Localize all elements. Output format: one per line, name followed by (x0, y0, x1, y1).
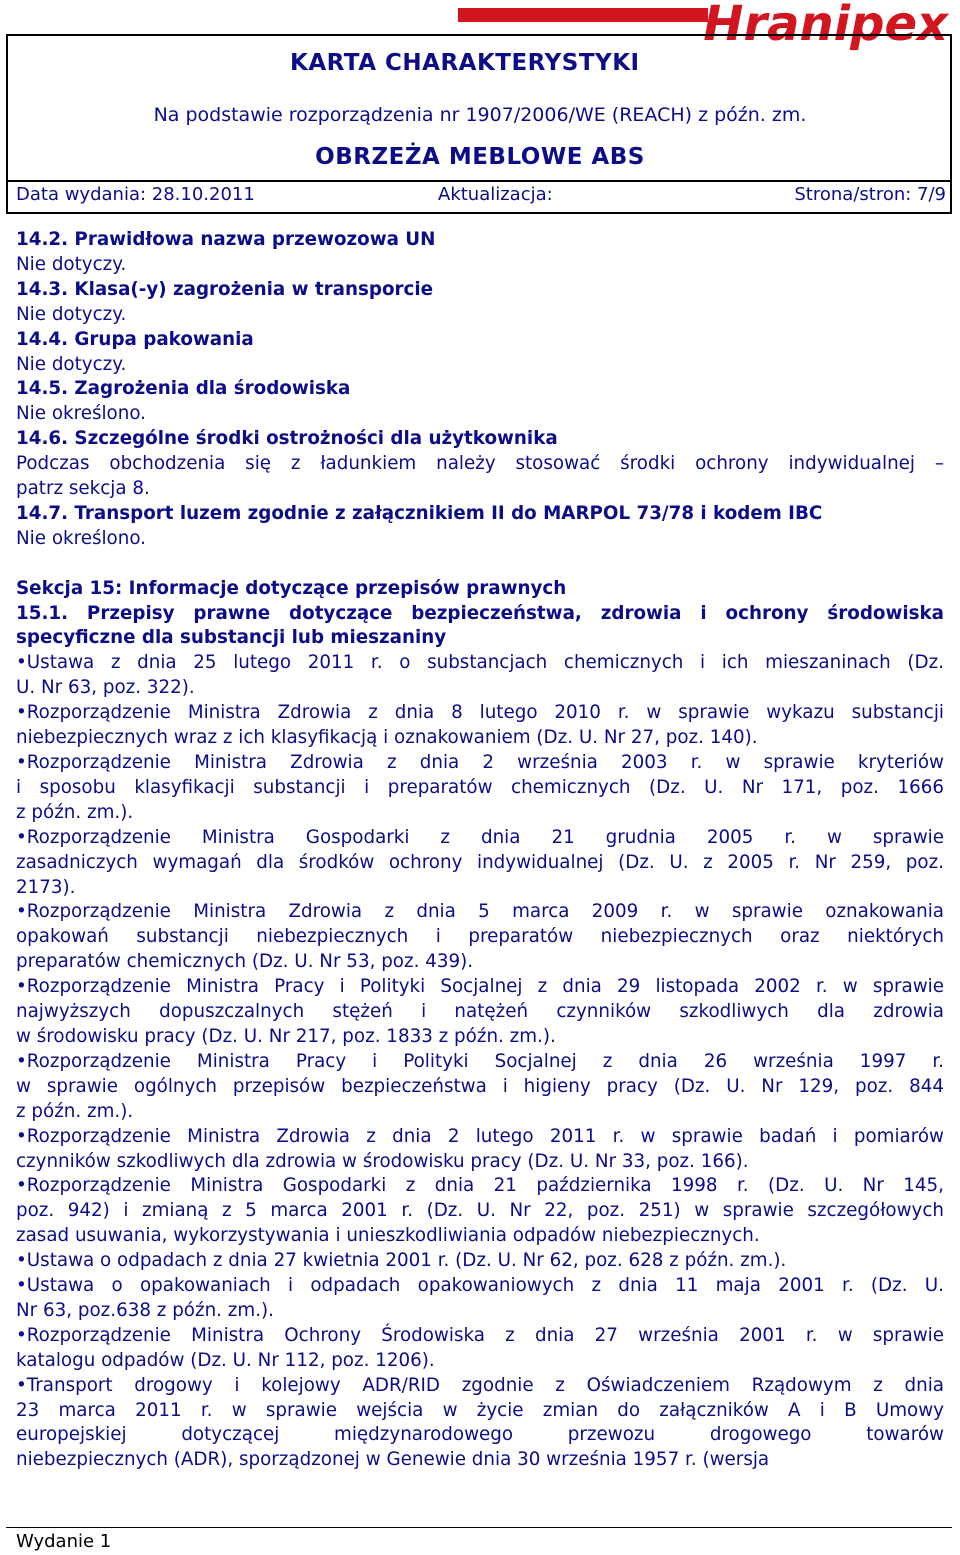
subsection-heading: specyficzne dla substancji lub mieszaniny (16, 627, 447, 649)
regulation-text: Rozporządzenie Ministra Pracy i Polityki Socjalnej z dnia 26 września 1997 r. (26, 1050, 944, 1072)
regulation-line (16, 1000, 944, 1025)
regulation-line (16, 751, 944, 776)
regulation-line (16, 1075, 944, 1100)
bullet-icon: • (16, 652, 27, 674)
section-text: patrz sekcja 8. (16, 478, 150, 500)
regulation-item (16, 1125, 944, 1175)
page-number: Strona/stron: 7/9 (794, 184, 946, 205)
regulation-text: Nr 63, poz.638 z późn. zm.). (16, 1299, 274, 1321)
regulation-text: z późn. zm.). (16, 1100, 134, 1122)
regulation-line (16, 1324, 944, 1349)
regulation-item (16, 826, 944, 901)
section-text: Nie określono. (16, 527, 146, 549)
regulation-line (16, 1299, 944, 1324)
regulation-line (16, 1050, 944, 1075)
section-text: Nie dotyczy. (16, 253, 127, 275)
regulation-line (16, 676, 944, 701)
section-heading: 14.5. Zagrożenia dla środowiska (16, 378, 351, 400)
regulation-text: niebezpiecznych wraz z ich klasyfikacją i oznakowaniem (Dz. U. Nr 27, poz. 140). (16, 727, 758, 749)
bullet-icon: • (16, 976, 27, 998)
regulation-text: Rozporządzenie Ministra Zdrowia z dnia 8 lutego 2010 r. w sprawie wykazu substancji (26, 702, 944, 724)
section-heading: 14.3. Klasa(-y) zagrożenia w transporcie (16, 278, 434, 300)
edition-label: Wydanie 1 (16, 1531, 112, 1552)
regulation-line (16, 1399, 944, 1424)
regulation-item (16, 975, 944, 1050)
section-heading: 14.2. Prawidłowa nazwa przewozowa UN (16, 229, 436, 250)
bullet-icon: • (16, 1050, 27, 1072)
regulation-line (16, 1150, 944, 1175)
regulation-line (16, 925, 944, 950)
regulation-line (16, 1423, 944, 1448)
update-label: Aktualizacja: (438, 184, 553, 205)
regulation-item (16, 1174, 944, 1249)
regulation-text: zasad usuwania, wykorzystywania i unieszkodliwiania odpadów niebezpiecznych. (16, 1225, 760, 1247)
regulation-line (16, 651, 944, 676)
regulation-text: 23 marca 2011 r. w sprawie wejścia w życie zmian do załączników A i B Umowy (16, 1399, 944, 1421)
regulation-line (16, 1224, 944, 1249)
logo-bar (458, 8, 708, 22)
regulation-text: Rozporządzenie Ministra Zdrowia z dnia 2 lutego 2011 r. w sprawie badań i pomiarów (26, 1125, 944, 1147)
regulation-text: Ustawa z dnia 25 lutego 2011 r. o substancjach chemicznych i ich mieszaninach (Dz. (26, 652, 944, 674)
bullet-icon: • (16, 702, 27, 724)
regulation-item (16, 900, 944, 975)
regulation-text: Rozporządzenie Ministra Gospodarki z dnia 21 października 1998 r. (Dz. U. Nr 145, (26, 1175, 944, 1197)
regulation-text: Rozporządzenie Ministra Zdrowia z dnia 5 marca 2009 r. w sprawie oznakowania (26, 901, 944, 923)
regulation-line (16, 1349, 944, 1374)
regulation-item (16, 751, 944, 826)
regulation-text: 2173). (16, 876, 76, 898)
regulation-line (16, 726, 944, 751)
regulation-line (16, 1199, 944, 1224)
regulation-line (16, 1249, 944, 1274)
regulation-item (16, 701, 944, 751)
regulation-text: w środowisku pracy (Dz. U. Nr 217, poz. 1833 z późn. zm.). (16, 1025, 556, 1047)
regulation-text: poz. 942) i zmianą z 5 marca 2001 r. (Dz. U. Nr 22, poz. 251) w sprawie szczegółowych (16, 1200, 944, 1222)
regulation-text: najwyższych dopuszczalnych stężeń i natężeń czynników szkodliwych dla zdrowia (16, 1001, 944, 1023)
regulation-line (16, 950, 944, 975)
regulation-item (16, 651, 944, 701)
regulation-line (16, 975, 944, 1000)
regulation-item (16, 1274, 944, 1324)
regulation-text: europejskiej dotyczącej międzynarodowego przewozu drogowego towarów (16, 1424, 944, 1446)
regulation-text: czynników szkodliwych dla zdrowia w środowisku pracy (Dz. U. Nr 33, poz. 166). (16, 1150, 749, 1172)
regulation-text: preparatów chemicznych (Dz. U. Nr 53, poz. 439). (16, 951, 474, 973)
header-divider (6, 180, 952, 182)
section-text: Nie dotyczy. (16, 353, 127, 375)
regulation-text: Ustawa o odpadach z dnia 27 kwietnia 2001 r. (Dz. U. Nr 62, poz. 628 z późn. zm.). (26, 1250, 787, 1272)
regulation-text: Rozporządzenie Ministra Ochrony Środowiska z dnia 27 września 2001 r. w sprawie (26, 1324, 944, 1346)
bullet-icon: • (16, 1250, 27, 1272)
bullet-icon: • (16, 901, 27, 923)
bullet-icon: • (16, 752, 27, 774)
regulation-line (16, 1174, 944, 1199)
regulation-line (16, 1125, 944, 1150)
regulation-line (16, 851, 944, 876)
regulation-text: niebezpiecznych (ADR), sporządzonej w Genewie dnia 30 września 1957 r. (wersja (16, 1449, 770, 1471)
document-title: KARTA CHARAKTERYSTYKI (290, 50, 640, 76)
regulation-text: katalogu odpadów (Dz. U. Nr 112, poz. 1206). (16, 1349, 435, 1371)
header-meta (16, 184, 946, 210)
regulation-line (16, 801, 944, 826)
regulation-item (16, 1324, 944, 1374)
section-text: Podczas obchodzenia się z ładunkiem należy stosować środki ochrony indywidualnej – (16, 453, 944, 475)
regulation-line (16, 1100, 944, 1125)
regulation-line: Na podstawie rozporządzenia nr 1907/2006/WE (REACH) z późn. zm. (153, 104, 807, 126)
regulation-text: z późn. zm.). (16, 801, 134, 823)
bullet-icon: • (16, 1324, 27, 1346)
regulation-text: Rozporządzenie Ministra Zdrowia z dnia 2 września 2003 r. w sprawie kryteriów (26, 752, 944, 774)
regulation-text: Transport drogowy i kolejowy ADR/RID zgodnie z Oświadczeniem Rządowym z dnia (26, 1374, 944, 1396)
section15-heading: Sekcja 15: Informacje dotyczące przepisów prawnych (16, 577, 567, 599)
regulation-line (16, 701, 944, 726)
bullet-icon: • (16, 1175, 27, 1197)
section-heading: 14.4. Grupa pakowania (16, 328, 254, 350)
section-heading: 14.6. Szczególne środki ostrożności dla użytkownika (16, 428, 558, 450)
regulation-line (16, 1448, 944, 1473)
regulation-item (16, 1249, 944, 1274)
regulation-text: w sprawie ogólnych przepisów bezpieczeństwa i higieny pracy (Dz. U. Nr 129, poz. 844 (16, 1075, 944, 1097)
section-text: Nie określono. (16, 403, 146, 425)
regulation-line (16, 826, 944, 851)
footer-frame (6, 1527, 952, 1554)
regulation-line (16, 900, 944, 925)
regulation-item (16, 1050, 944, 1125)
section-text: Nie dotyczy. (16, 303, 127, 325)
regulation-text: opakowań substancji niebezpiecznych i preparatów niebezpiecznych oraz niektórych (16, 926, 944, 948)
issue-date: Data wydania: 28.10.2011 (16, 184, 255, 205)
bullet-icon: • (16, 1374, 27, 1396)
bullet-icon: • (16, 1125, 27, 1147)
regulation-text: U. Nr 63, poz. 322). (16, 677, 195, 699)
logo-text: Hranipex (703, 0, 948, 52)
regulation-text: Ustawa o opakowaniach i odpadach opakowaniowych z dnia 11 maja 2001 r. (Dz. U. (26, 1275, 944, 1297)
bullet-icon: • (16, 826, 27, 848)
regulation-text: Rozporządzenie Ministra Gospodarki z dnia 21 grudnia 2005 r. w sprawie (26, 826, 944, 848)
section-heading: 14.7. Transport luzem zgodnie z załącznikiem II do MARPOL 73/78 i kodem IBC (16, 502, 823, 524)
bullet-icon: • (16, 1275, 27, 1297)
regulation-line (16, 1374, 944, 1399)
regulation-text: zasadniczych wymagań dla środków ochrony indywidualnej (Dz. U. z 2005 r. Nr 259, poz. (16, 851, 944, 873)
regulation-line (16, 1025, 944, 1050)
regulation-item (16, 1374, 944, 1474)
document-body (16, 228, 944, 1473)
product-name: OBRZEŻA MEBLOWE ABS (315, 144, 645, 170)
regulation-list (16, 651, 944, 1473)
subsection-heading: 15.1. Przepisy prawne dotyczące bezpieczeństwa, zdrowia i ochrony środowiska (16, 602, 944, 624)
regulation-line (16, 776, 944, 801)
regulation-text: i sposobu klasyfikacji substancji i preparatów chemicznych (Dz. U. Nr 171, poz. 1666 (16, 776, 944, 798)
regulation-text: Rozporządzenie Ministra Pracy i Polityki Socjalnej z dnia 29 listopada 2002 r. w sprawie (26, 976, 944, 998)
regulation-line (16, 876, 944, 901)
regulation-line (16, 1274, 944, 1299)
